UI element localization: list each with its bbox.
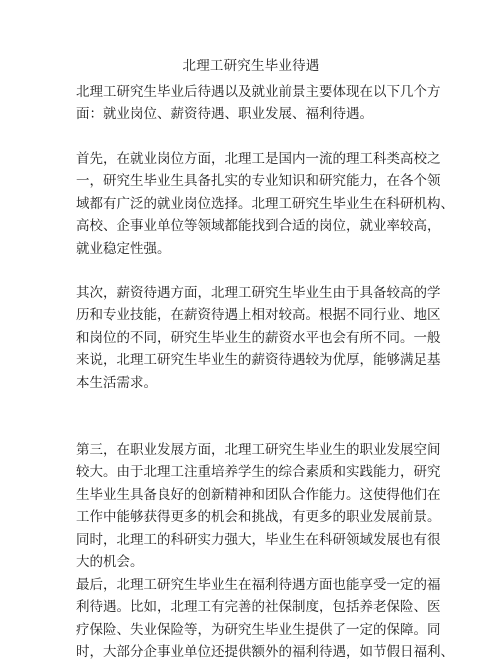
paragraph-employment [76, 148, 454, 260]
paragraph-line: 一，研究生毕业生具备扎实的专业知识和研究能力，在各个领 [76, 173, 441, 190]
paragraph-line: 就业稳定性强。 [76, 240, 171, 257]
paragraph-line: 生毕业生具备良好的创新精神和团队合作能力。这使得他们在 [76, 486, 441, 503]
paragraph-salary [76, 282, 441, 394]
paragraph-line: 本生活需求。 [76, 374, 157, 391]
paragraph-line: 同时，北理工的科研实力强大，毕业生在科研领域发展也有很 [76, 531, 441, 548]
paragraph-intro [76, 81, 441, 126]
paragraph-line: 其次，薪资待遇方面，北理工研究生毕业生由于具备较高的学 [76, 285, 441, 301]
paragraph-line: 大的机会。 [76, 554, 144, 571]
paragraph-line: 较大。由于北理工注重培养学生的综合素质和实践能力，研究 [76, 464, 441, 481]
paragraph-line: 工作中能够获得更多的机会和挑战，有更多的职业发展前景。 [76, 509, 441, 526]
paragraph-line: 面：就业岗位、薪资待遇、职业发展、福利待遇。 [76, 106, 373, 123]
paragraph-line: 域都有广泛的就业岗位选择。北理工研究生毕业生在科研机构、 [76, 195, 454, 212]
paragraph-line: 首先，在就业岗位方面，北理工是国内一流的理工科类高校之 [76, 151, 441, 167]
paragraph-career [76, 439, 441, 573]
paragraph-line: 最后，北理工研究生毕业生在福利待遇方面也能享受一定的福 [76, 577, 441, 593]
paragraph-line: 疗保险、失业保险等，为研究生毕业生提供了一定的保障。同 [76, 621, 441, 638]
paragraph-line: 时，大部分企事业单位还提供额外的福利待遇，如节假日福利、 [76, 644, 454, 661]
paragraph-line: 北理工研究生毕业后待遇以及就业前景主要体现在以下几个方 [76, 84, 441, 100]
paragraph-line: 和岗位的不同，研究生毕业生的薪资水平也会有所不同。一般 [76, 329, 441, 346]
paragraph-line: 来说，北理工研究生毕业生的薪资待遇较为优厚，能够满足基 [76, 352, 441, 369]
paragraph-line: 利待遇。比如，北理工有完善的社保制度，包括养老保险、医 [76, 599, 441, 616]
paragraph-line: 高校、企事业单位等领域都能找到合适的岗位，就业率较高， [76, 218, 441, 235]
paragraph-line: 第三，在职业发展方面，北理工研究生毕业生的职业发展空间 [76, 442, 441, 458]
paragraph-benefits [76, 574, 454, 664]
paragraph-line: 历和专业技能，在薪资待遇上相对较高。根据不同行业、地区 [76, 307, 441, 324]
document-title: 北理工研究生毕业待遇 [182, 58, 320, 74]
